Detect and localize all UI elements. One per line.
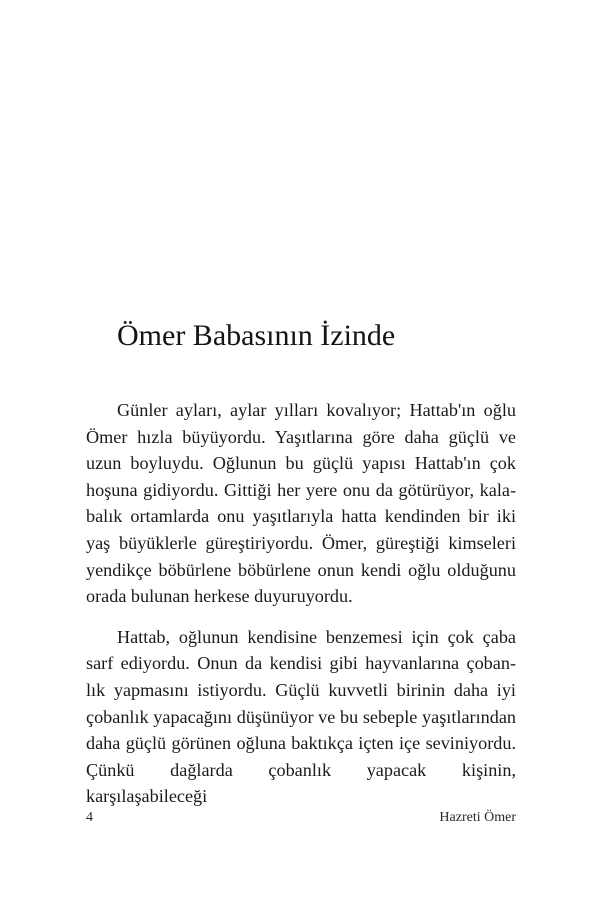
text-line: Günler ayları, aylar yılları kovalıyor; Hattab'ın oğlu [117, 400, 516, 420]
text-line: daha güçlü görünen oğluna baktıkça içten içe seviniyordu. [86, 733, 516, 754]
paragraph [86, 397, 516, 610]
text-line: Ömer hızla büyüyordu. Yaşıtlarına göre daha güçlü ve [86, 426, 516, 447]
text-line: uzun boyluydu. Oğlunun bu güçlü yapısı Hattab'ın çok [86, 453, 516, 474]
text-line: sarf ediyordu. Onun da kendisi gibi hayvanlarına çoban- [86, 653, 516, 674]
paragraph [86, 624, 516, 810]
text-line: Hattab, oğlunun kendisine benzemesi için çok çaba [117, 626, 516, 647]
text-line: Çünkü dağlarda çobanlık yapacak kişinin, karşılaşabileceği [86, 759, 516, 807]
body-text [86, 397, 516, 810]
chapter-title: Ömer Babasının İzinde [117, 319, 396, 352]
running-title: Hazreti Ömer [439, 810, 516, 825]
text-line: yaş büyüklerle güreştiriyordu. Ömer, güreştiği kimseleri [86, 532, 516, 553]
text-line: çobanlık yapacağını düşünüyor ve bu sebeple yaşıtlarından [86, 706, 516, 727]
text-line: yendikçe böbürlene böbürlene onun kendi oğlu olduğunu [86, 559, 516, 580]
page-number: 4 [86, 810, 93, 825]
page-footer [86, 808, 516, 828]
text-line: orada bulunan herkese duyuruyordu. [86, 586, 353, 607]
text-line: balık ortamlarda onu yaşıtlarıyla hatta kendinden bir iki [86, 506, 516, 527]
text-line: lık yapmasını istiyordu. Güçlü kuvvetli birinin daha iyi [86, 679, 516, 700]
text-line: hoşuna gidiyordu. Gittiği her yere onu da götürüyor, kala- [86, 479, 516, 500]
